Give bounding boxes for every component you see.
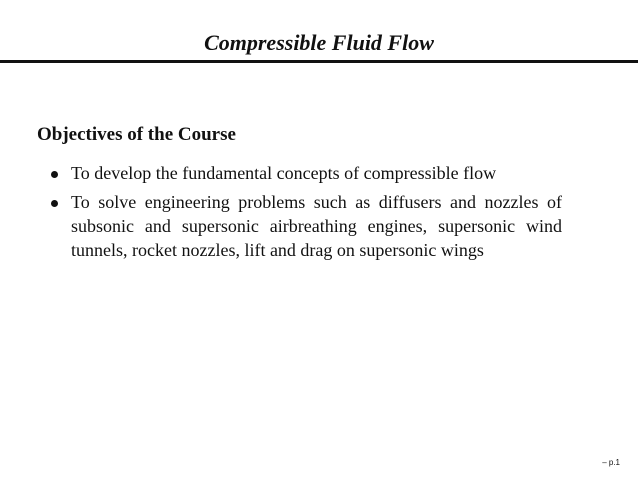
title-divider xyxy=(0,60,638,63)
page-number: – p.1 xyxy=(602,458,620,467)
objective-text: To solve engineering problems such as diffusers and nozzles of subsonic and supersonic airbreathing engines, supersonic wind tunnels, rocket nozzles, lift and drag on supersonic wings xyxy=(71,192,562,260)
objective-item xyxy=(37,161,562,185)
objective-text: To develop the fundamental concepts of compressible flow xyxy=(71,163,497,183)
slide-title: Compressible Fluid Flow xyxy=(204,30,434,55)
objective-item xyxy=(37,190,562,262)
section-heading: Objectives of the Course xyxy=(37,124,236,145)
bullet-icon xyxy=(51,200,58,207)
objectives-list xyxy=(37,161,562,267)
bullet-icon xyxy=(51,171,58,178)
